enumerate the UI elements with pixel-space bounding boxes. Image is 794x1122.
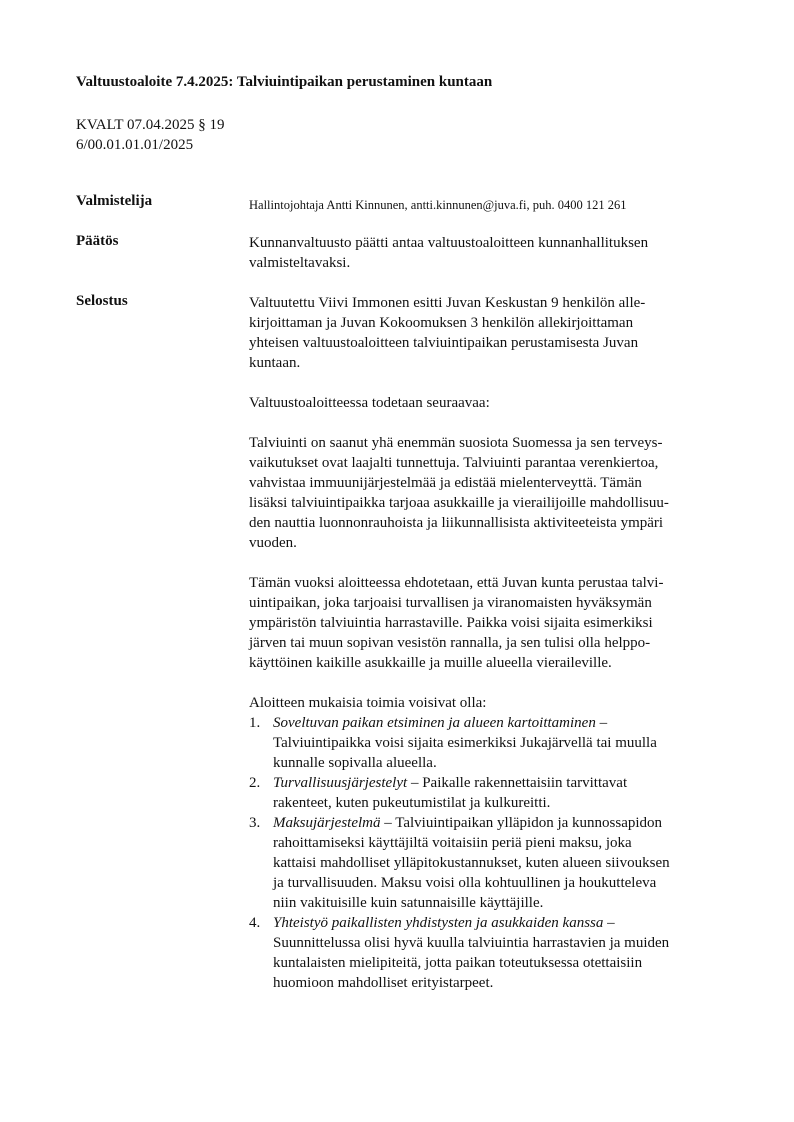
list-item-number: 2. <box>249 775 261 791</box>
list-item-number: 1. <box>249 715 261 731</box>
actions-intro: Aloitteen mukaisia toimia voisivat olla: <box>249 695 487 711</box>
record-number: 6/00.01.01.01/2025 <box>76 137 194 153</box>
list-item: 3. Maksujärjestelmä – Talviuintipaikan ylläpidon ja kunnossapidon rahoittamiseksi käyttäjiltä voitaisiin periä pieni maksu, joka kattaisi mahdolliset ylläpitokustannukset, kuten alueen siivouksen ja turvallisuuden. Maksu voisi olla kohtuullinen ja houkutteleva niin vakituisille kuin satunnaisille käyttäjille. <box>249 815 670 911</box>
selostus-paragraph-1: Valtuutettu Viivi Immonen esitti Juvan Keskustan 9 henkilön alle- kirjoittaman ja Juvan Kokoomuksen 3 henkilön allekirjoittaman yhteisen valtuustoaloitteen talviuintipaikan perustamisesta Juvan kuntaan. <box>249 295 646 371</box>
paatos-text: Kunnanvaltuusto päätti antaa valtuustoaloitteen kunnanhallituksen valmisteltavaksi. <box>249 235 649 271</box>
list-item-title: Maksujärjestelmä <box>273 815 381 831</box>
list-item-title: Yhteistyö paikallisten yhdistysten ja asukkaiden kanssa <box>273 915 604 931</box>
document-meta <box>76 115 225 155</box>
document-title: Valtuustoaloite 7.4.2025: Talviuintipaikan perustaminen kuntaan <box>76 74 493 90</box>
label-valmistelija: Valmistelija <box>76 193 153 209</box>
label-paatos: Päätös <box>76 233 119 249</box>
list-item-number: 4. <box>249 915 261 931</box>
selostus-paragraph-2: Valtuustoaloitteessa todetaan seuraavaa: <box>249 395 490 411</box>
list-item-title: Soveltuvan paikan etsiminen ja alueen kartoittaminen <box>273 715 596 731</box>
list-item: 2. Turvallisuusjärjestelyt – Paikalle rakennettaisiin tarvittavat rakenteet, kuten pukeutumistilat ja kulkureitti. <box>249 775 628 811</box>
selostus-paragraph-4: Tämän vuoksi aloitteessa ehdotetaan, että Juvan kunta perustaa talvi- uintipaikan, joka tarjoaisi turvallisen ja viranomaisten hyväksymän ympäristön talviuintia harrastaville. Paikka voisi sijaita esimerkiksi järven tai muun sopivan vesistön rannalla, ja sen tulisi olla helppo- käyttöinen kaikille asukkaille ja muille alueella vieraileville. <box>249 575 664 671</box>
label-selostus: Selostus <box>76 293 128 309</box>
selostus-paragraph-3: Talviuinti on saanut yhä enemmän suosiota Suomessa ja sen terveys- vaikutukset ovat laajalti tunnettuja. Talviuinti parantaa verenkiertoa, vahvistaa immuunijärjestelmää ja edistää mielenterveyttä. Tämän lisäksi talviuintipaikka tarjoaa asukkaille ja vierailijoille mahdollisuu- den nauttia luonnonrauhoista ja liikunnallisista aktiviteeteista ympäri vuoden. <box>249 435 669 551</box>
valmistelija-text: Hallintojohtaja Antti Kinnunen, antti.kinnunen@juva.fi, puh. 0400 121 261 <box>249 198 627 212</box>
selostus-body <box>249 293 739 993</box>
list-item: 1. Soveltuvan paikan etsiminen ja alueen kartoittaminen – Talviuintipaikka voisi sijaita esimerkiksi Jukajärvellä tai muulla kunnalle sopivalla alueella. <box>249 715 657 771</box>
list-item-title: Turvallisuusjärjestelyt <box>273 775 408 791</box>
list-item-number: 3. <box>249 815 261 831</box>
actions-list <box>249 713 739 993</box>
meeting-reference: KVALT 07.04.2025 § 19 <box>76 117 225 133</box>
list-item: 4. Yhteistyö paikallisten yhdistysten ja asukkaiden kanssa – Suunnittelussa olisi hyvä kuulla talviuintia harrastavien ja muiden kuntalaisten mielipiteitä, jotta paikan toteutuksessa otettaisiin huomioon mahdolliset erityistarpeet. <box>249 915 670 991</box>
